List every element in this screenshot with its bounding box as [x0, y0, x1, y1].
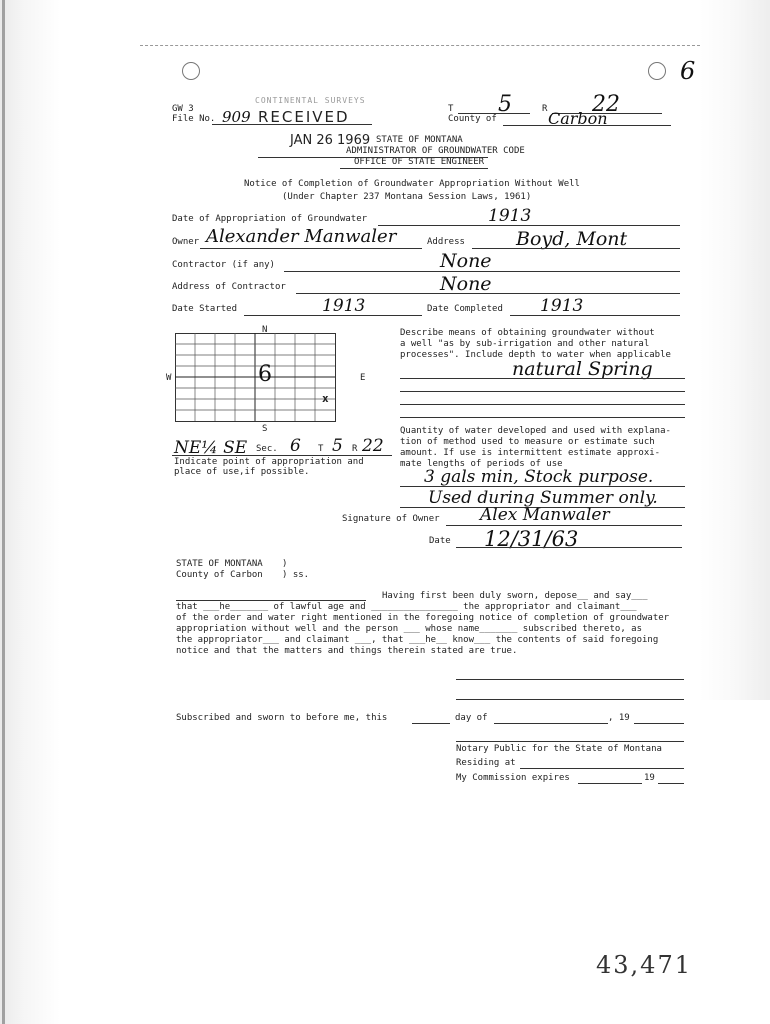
signature-value: Alex Manwaler: [480, 505, 610, 525]
describe-line-c: [400, 404, 685, 405]
date-stamp: JAN 26 1969: [290, 133, 371, 148]
affidavit-name-line: [176, 600, 366, 601]
describe-line-d: [400, 417, 685, 418]
notary-sign-line: [456, 741, 684, 742]
affidavit-line-2: that ___he_______ of lawful age and ________________ the appropriator and claimant___: [176, 602, 637, 612]
notary-line-2: Residing at: [456, 758, 516, 768]
plat-east: E: [360, 373, 366, 383]
signature-label: Signature of Owner: [342, 514, 440, 524]
owner-label: Owner: [172, 237, 200, 247]
affidavit-ss: ) ss.: [282, 570, 310, 580]
affidavit-county: County of Carbon: [176, 570, 263, 580]
year-line: [634, 723, 684, 724]
day-of-label: day of: [455, 713, 488, 723]
quantity-line-2: tion of method used to measure or estimate such: [400, 437, 655, 447]
appropriation-date-value: 1913: [488, 206, 532, 226]
form-code: GW 3: [172, 104, 194, 114]
plat-sec-value: 6: [290, 436, 301, 456]
punch-hole-left: [182, 62, 200, 80]
affidavit-paren: ): [282, 559, 288, 569]
describe-line-1: Describe means of obtaining groundwater without: [400, 328, 655, 338]
owner-value: Alexander Manwaler: [206, 226, 397, 247]
county-line: [503, 125, 671, 126]
file-no-line: [212, 124, 372, 125]
date-completed-line: [510, 315, 680, 316]
contractor-address-label: Address of Contractor: [172, 282, 286, 292]
plat-r-label: R: [352, 444, 358, 454]
form-subtitle: (Under Chapter 237 Montana Session Laws, 1961): [282, 192, 532, 202]
commission-line: [578, 783, 642, 784]
header-rule-2: [340, 168, 488, 169]
appropriation-date-label: Date of Appropriation of Groundwater: [172, 214, 368, 224]
admin-line: ADMINISTRATOR OF GROUNDWATER CODE: [346, 146, 525, 156]
plat-west: W: [166, 373, 172, 383]
quantity-line-1: Quantity of water developed and used with explana-: [400, 426, 671, 436]
describe-line-b: [400, 391, 685, 392]
describe-answer: natural Spring: [512, 358, 653, 380]
plat-instruction-1: Indicate point of appropriation and: [174, 457, 364, 467]
t-value: 5: [498, 92, 512, 117]
address-value: Boyd, Mont: [516, 228, 628, 250]
plat-section-number: 6: [258, 362, 272, 387]
appropriation-date-line: [378, 225, 680, 226]
describe-line-2: a well "as by sub-irrigation and other natural: [400, 339, 650, 349]
affiant-sign-line-1: [456, 679, 684, 680]
signature-date-line: [456, 547, 682, 548]
plat-sec-label: Sec.: [256, 444, 278, 454]
affidavit-line-3: of the order and water right mentioned in the foregoing notice of completion of groundwater: [176, 613, 670, 623]
county-label: County of: [448, 114, 497, 124]
file-no-stamp: RECEIVED: [258, 108, 350, 126]
plat-mark: x: [322, 392, 329, 405]
quantity-line-a: [400, 486, 685, 487]
address-label: Address: [427, 237, 465, 247]
signature-line: [446, 525, 682, 526]
scan-edge: [2, 0, 5, 1024]
plat-location-line: [172, 455, 392, 456]
describe-line-3: processes". Include depth to water when applicable: [400, 350, 671, 360]
quantity-answer-2: Used during Summer only.: [428, 488, 658, 508]
describe-line-a: [400, 378, 685, 379]
plat-t-label: T: [318, 444, 324, 454]
header-rule-1: [258, 157, 488, 158]
contractor-label: Contractor (if any): [172, 260, 275, 270]
punch-hole-right: [648, 62, 666, 80]
plat-north: N: [262, 325, 268, 335]
r-label: R: [542, 104, 548, 114]
r-value: 22: [592, 92, 620, 117]
file-no-value: 909: [222, 108, 251, 126]
contractor-address-value: None: [440, 273, 492, 295]
county-value: Carbon: [548, 109, 608, 128]
quantity-line-3: amount. If use is intermittent estimate approxi-: [400, 448, 661, 458]
plat-r-value: 22: [362, 436, 384, 456]
top-border: [140, 45, 700, 46]
notary-year: 19: [644, 773, 655, 783]
owner-line: [200, 248, 422, 249]
date-completed-label: Date Completed: [427, 304, 503, 314]
plat-location-value: NE¼ SE: [174, 438, 248, 458]
contractor-line: [284, 271, 680, 272]
date-started-line: [244, 315, 422, 316]
affidavit-line-4: appropriation without well and the person ___ whose name_______ subscribed thereto, as: [176, 624, 642, 634]
plat-instruction-2: place of use,if possible.: [174, 467, 310, 477]
notary-year-line: [658, 783, 684, 784]
t-label: T: [448, 104, 454, 114]
footer-number: 43,471: [596, 951, 692, 979]
year-label: , 19: [608, 713, 630, 723]
quantity-line-4: mate lengths of periods of use: [400, 459, 563, 469]
affidavit-line-6: notice and that the matters and things therein stated are true.: [176, 646, 518, 656]
subscribed-label: Subscribed and sworn to before me, this: [176, 713, 388, 723]
day-of-line: [494, 723, 608, 724]
contractor-address-line: [296, 293, 680, 294]
contractor-value: None: [440, 250, 492, 272]
state-line: STATE OF MONTANA: [376, 135, 463, 145]
address-line: [472, 248, 680, 249]
affiant-sign-line-2: [456, 699, 684, 700]
signature-date-value: 12/31/63: [484, 527, 579, 551]
plat-t-value: 5: [332, 436, 343, 456]
date-completed-value: 1913: [540, 296, 584, 316]
file-no-label: File No.: [172, 114, 216, 124]
form-title: Notice of Completion of Groundwater Appropriation Without Well: [244, 179, 580, 189]
notary-line-1: Notary Public for the State of Montana: [456, 744, 662, 754]
affidavit-state: STATE OF MONTANA: [176, 559, 263, 569]
top-stamp: CONTINENTAL SURVEYS: [255, 96, 366, 105]
office-line: OFFICE OF STATE ENGINEER: [354, 157, 485, 167]
scan-noise-left: [0, 0, 60, 1024]
signature-date-label: Date: [429, 536, 451, 546]
affidavit-line-5: the appropriator___ and claimant ___, that ___he__ know___ the contents of said foregoing: [176, 635, 659, 645]
plat-south: S: [262, 424, 268, 434]
subscribed-day-line: [412, 723, 450, 724]
notary-line-3: My Commission expires: [456, 773, 570, 783]
residing-line: [520, 768, 684, 769]
date-started-value: 1913: [322, 296, 366, 316]
scan-noise-right: [700, 0, 770, 700]
date-started-label: Date Started: [172, 304, 238, 314]
affidavit-line-1: Having first been duly sworn, depose__ and say___: [382, 591, 648, 601]
quantity-answer-1: 3 gals min, Stock purpose.: [424, 467, 654, 487]
corner-number: 6: [680, 57, 696, 85]
